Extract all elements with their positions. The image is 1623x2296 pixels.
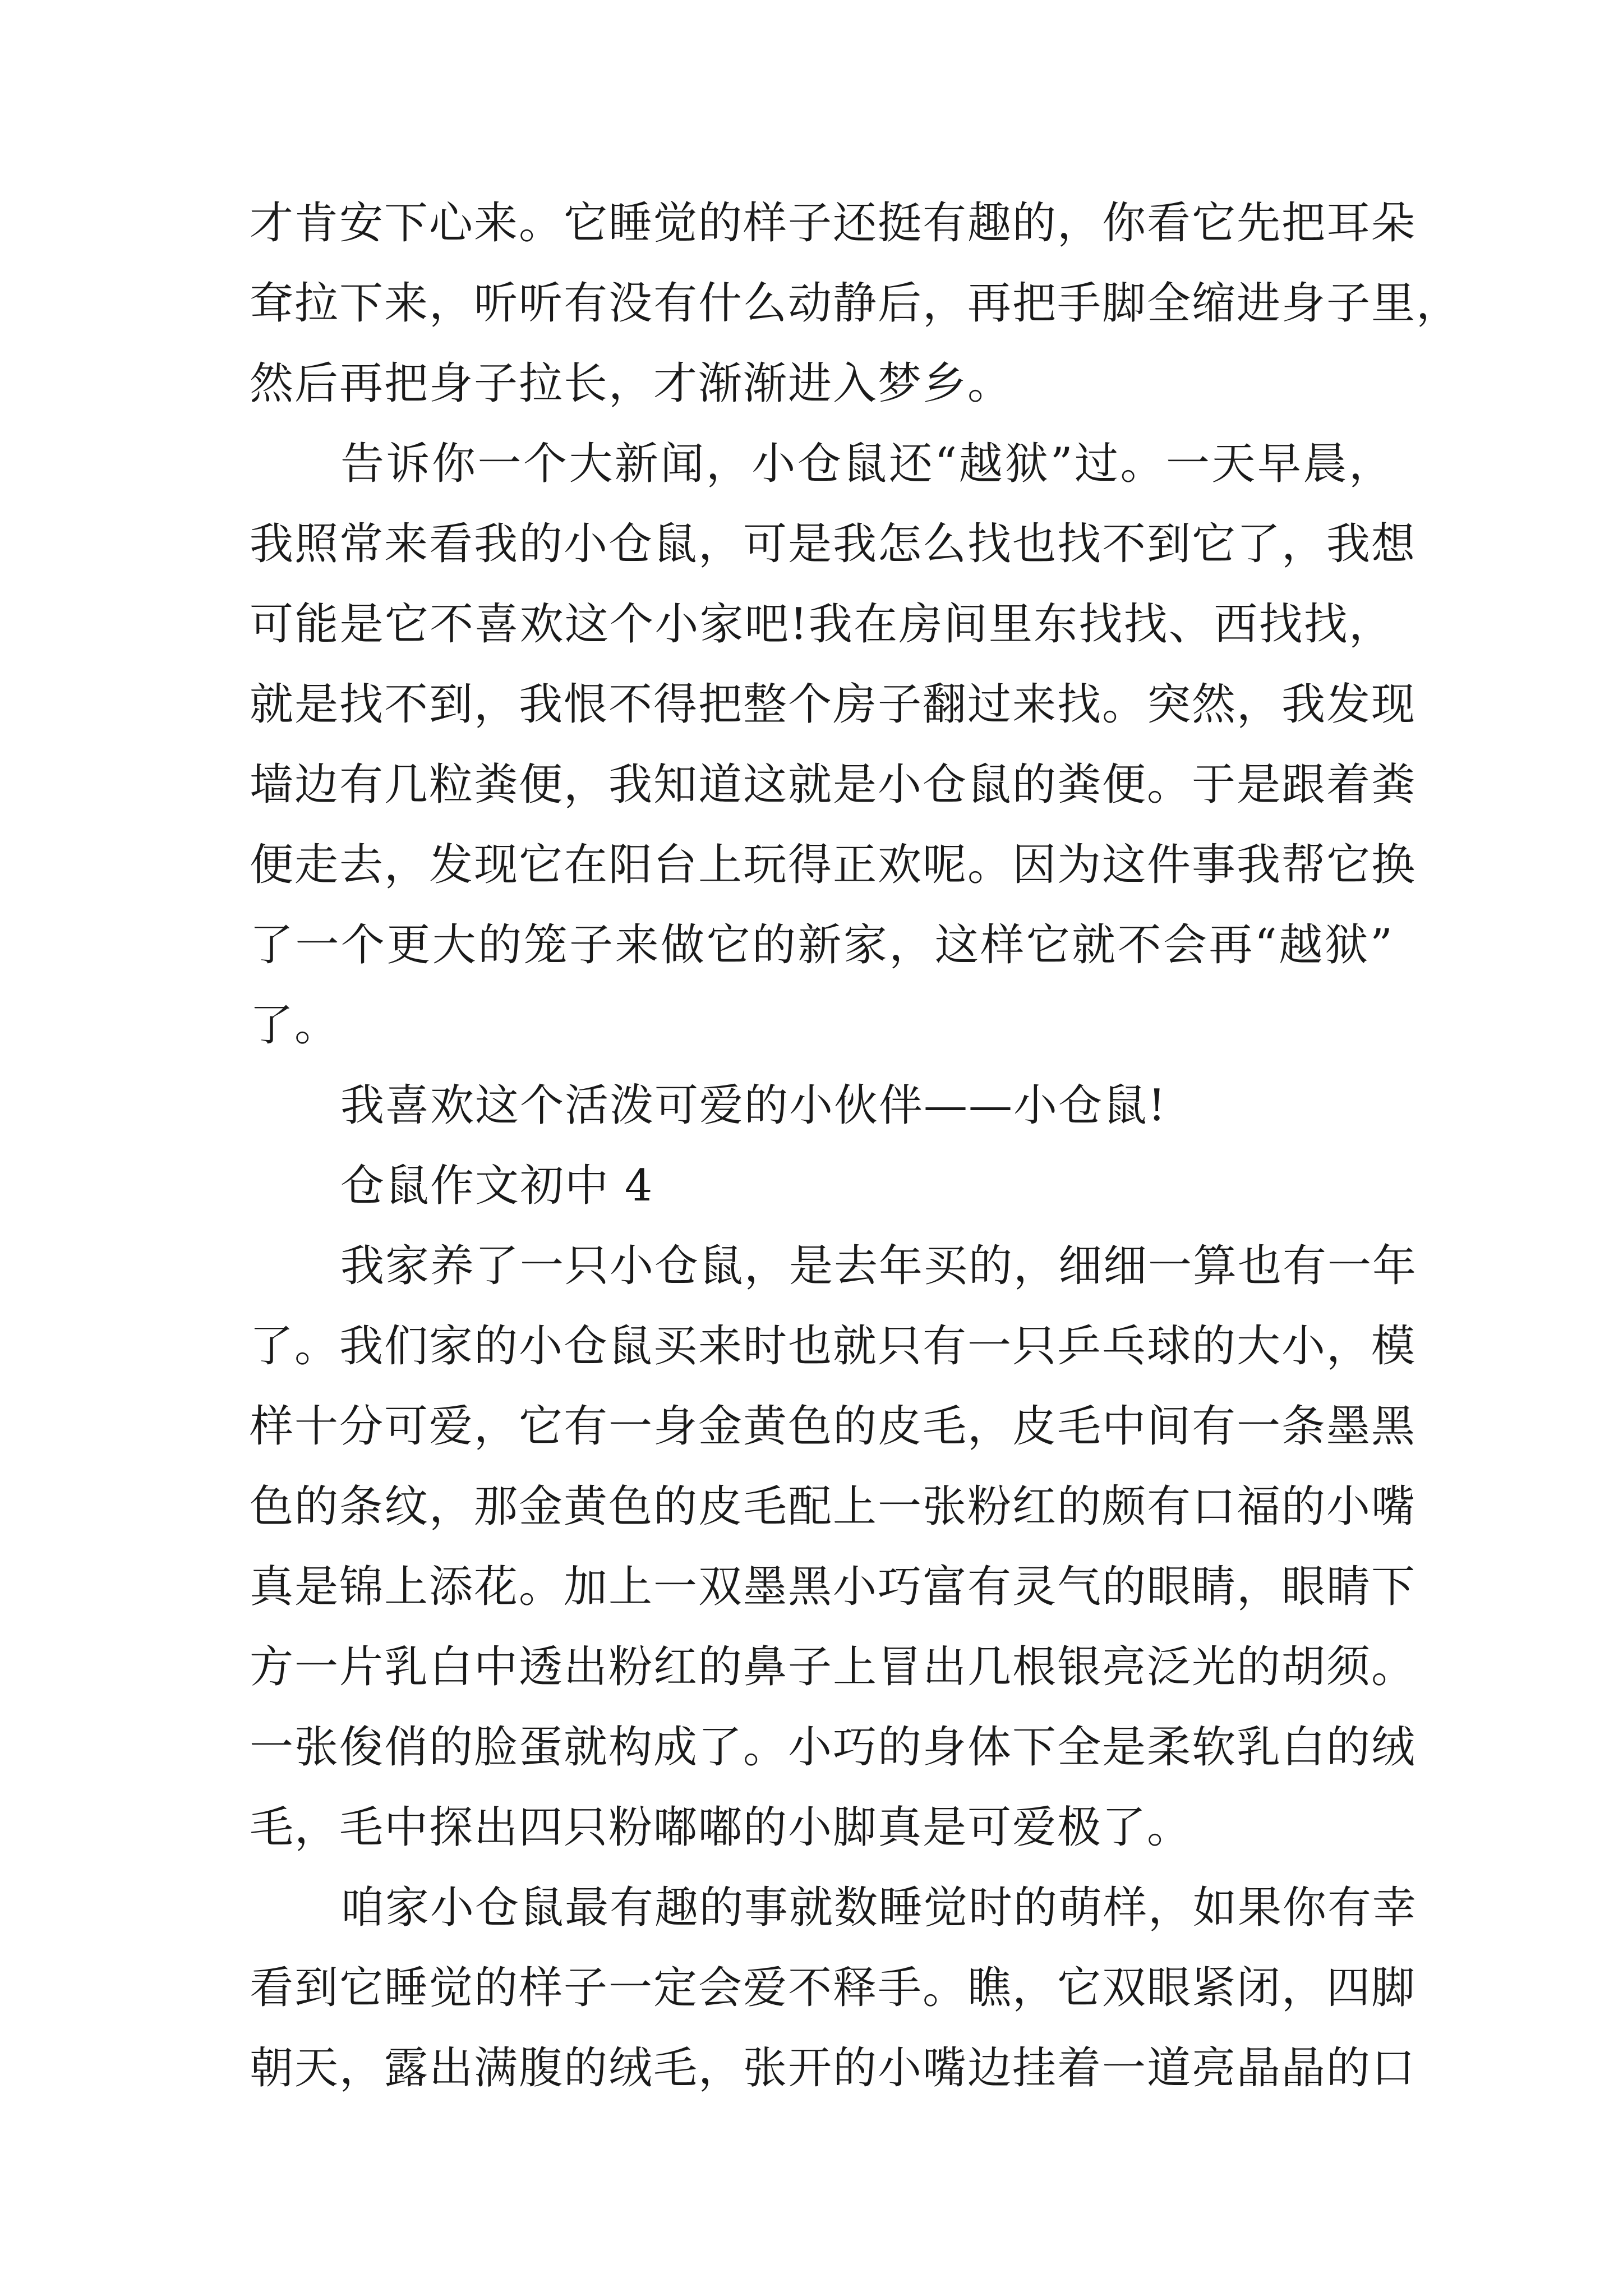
text-line: 色的条纹，那金黄色的皮毛配上一张粉红的颇有口福的小嘴 <box>250 1481 1417 1532</box>
text-line: 朝天，露出满腹的绒毛，张开的小嘴边挂着一道亮晶晶的口 <box>250 2043 1417 2093</box>
section-heading: 仓鼠作文初中 4 <box>340 1161 654 1211</box>
paragraph-first-line: 咱家小仓鼠最有趣的事就数睡觉时的萌样，如果你有幸 <box>340 1883 1418 1933</box>
paragraph-first-line: 我喜欢这个活泼可爱的小伙伴——小仓鼠! <box>340 1080 1167 1131</box>
text-line: 可能是它不喜欢这个小家吧!我在房间里东找找、西找找， <box>250 599 1394 650</box>
text-line: 然后再把身子拉长，才渐渐进入梦乡。 <box>250 358 1013 409</box>
text-line: 了。 <box>250 1000 340 1051</box>
text-line: 便走去，发现它在阳台上玩得正欢呢。因为这件事我帮它换 <box>250 840 1417 890</box>
text-line: 了一个更大的笼子来做它的新家，这样它就不会再“越狱” <box>250 920 1394 970</box>
text-line: 毛，毛中探出四只粉嘟嘟的小脚真是可爱极了。 <box>250 1802 1192 1853</box>
text-line: 一张俊俏的脸蛋就构成了。小巧的身体下全是柔软乳白的绒 <box>250 1722 1417 1773</box>
paragraph-first-line: 告诉你一个大新闻，小仓鼠还“越狱”过。一天早晨， <box>340 439 1394 489</box>
text-line: 样十分可爱，它有一身金黄色的皮毛，皮毛中间有一条墨黑 <box>250 1401 1417 1452</box>
text-line: 了。我们家的小仓鼠买来时也就只有一只乒乓球的大小，模 <box>250 1321 1417 1372</box>
text-line: 我照常来看我的小仓鼠，可是我怎么找也找不到它了，我想 <box>250 519 1417 569</box>
text-line: 墙边有几粒粪便，我知道这就是小仓鼠的粪便。于是跟着粪 <box>250 760 1417 810</box>
paragraph-first-line: 我家养了一只小仓鼠，是去年买的，细细一算也有一年 <box>340 1241 1418 1291</box>
text-line: 就是找不到，我恨不得把整个房子翻过来找。突然，我发现 <box>250 679 1417 730</box>
text-line: 才肯安下心来。它睡觉的样子还挺有趣的，你看它先把耳朵 <box>250 198 1417 249</box>
text-line: 方一片乳白中透出粉红的鼻子上冒出几根银亮泛光的胡须。 <box>250 1642 1417 1692</box>
text-line: 看到它睡觉的样子一定会爱不释手。瞧，它双眼紧闭，四脚 <box>250 1963 1417 2013</box>
text-line: 耷拉下来，听听有没有什么动静后，再把手脚全缩进身子里， <box>250 278 1461 329</box>
text-line: 真是锦上添花。加上一双墨黑小巧富有灵气的眼睛，眼睛下 <box>250 1562 1417 1612</box>
